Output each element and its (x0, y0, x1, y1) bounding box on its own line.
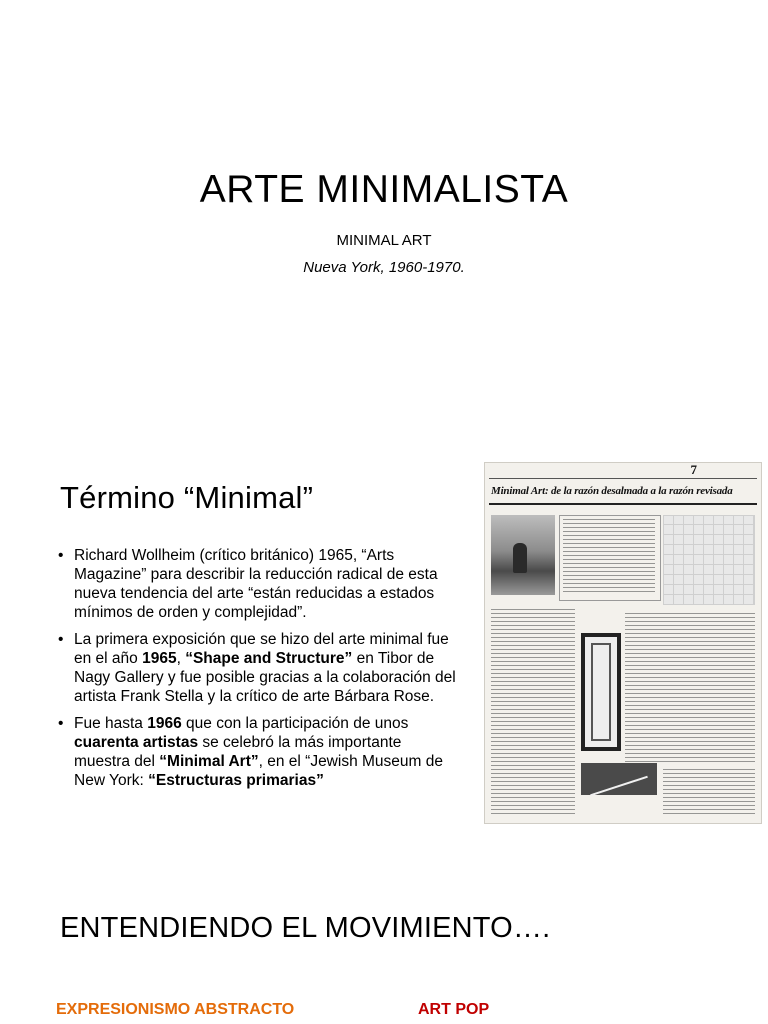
bullet-text: Richard Wollheim (crítico británico) 1965, “Arts Magazine” para describir la reducción radical de esta nueva tendencia del arte “están reducidas a estados mínimos de orden y complejidad”. (74, 547, 438, 621)
bullet-text: Fue hasta (74, 715, 148, 732)
clipping-photo-artist (491, 515, 555, 595)
bullet-item (58, 714, 458, 790)
bullet-bold-text: “Estructuras primarias” (148, 772, 324, 789)
slide-subtitle: MINIMAL ART (336, 232, 432, 249)
clipping-photo-cube-grid (663, 515, 755, 605)
clipping-text-block (491, 609, 575, 815)
bullet-bold-text: 1965 (142, 650, 177, 667)
slide-title: ARTE MINIMALISTA (199, 168, 569, 211)
clipping-photo-floor-piece (581, 763, 657, 795)
bullet-list (58, 546, 458, 798)
clipping-text-block (663, 769, 755, 815)
bullet-text: , (176, 650, 186, 667)
bullet-text: se celebró la más importante muestra del (74, 734, 402, 770)
clipping-page-number: 7 (690, 462, 697, 477)
bullet-text: que con la participación de unos (181, 715, 409, 732)
clipping-top-bar (489, 462, 757, 479)
bullet-bold-text: cuarenta artistas (74, 734, 199, 751)
movement-abstract-expressionism: EXPRESIONISMO ABSTRACTO (56, 1001, 295, 1018)
bullet-bold-text: “Minimal Art” (159, 753, 259, 770)
bullet-bold-text: “Shape and Structure” (185, 650, 353, 667)
clipping-headline: Minimal Art: de la razón desalmada a la razón revisada (491, 485, 733, 497)
bullet-text: , en el “Jewish Museum de New York: (74, 753, 443, 789)
movement-pop-art: ART POP (418, 1001, 490, 1018)
bullet-text: La primera exposición que se hizo del arte minimal fue en el año (74, 631, 449, 667)
clipping-text-block (625, 613, 755, 763)
bullet-item (58, 630, 458, 706)
slide-place-date: Nueva York, 1960-1970. (303, 259, 465, 276)
newspaper-clipping (484, 462, 762, 824)
clipping-photo-frame-sculpture (581, 633, 621, 751)
movement-heading: ENTENDIENDO EL MOVIMIENTO…. (60, 912, 551, 944)
bullet-item (58, 546, 458, 622)
section-heading: Término “Minimal” (60, 480, 314, 515)
clipping-text-block (563, 519, 655, 595)
clipping-rule (489, 503, 757, 505)
bullet-bold-text: 1966 (147, 715, 182, 732)
bullet-text: en Tibor de Nagy Gallery y fue posible gracias a la colaboración del artista Frank Stella y la crítico de arte Bárbara Rose. (74, 650, 456, 705)
